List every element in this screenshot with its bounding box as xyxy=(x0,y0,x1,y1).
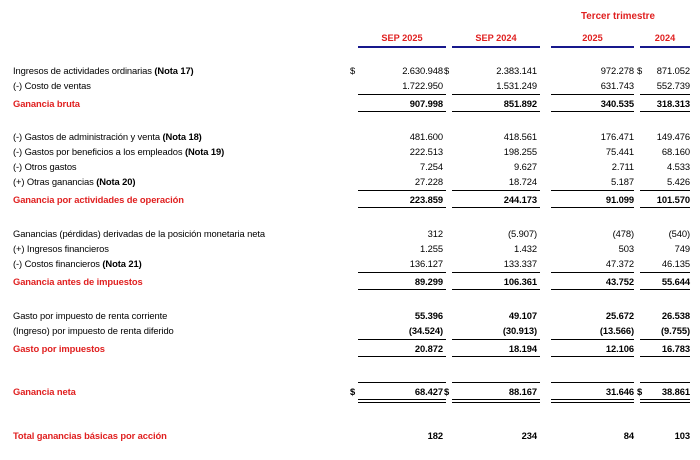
value-otras-ganancias-col3: 5.187 xyxy=(611,176,634,187)
value-ganancia-neta-col3: 31.646 xyxy=(605,386,634,397)
value-ingresos-actividades-ordinarias-col3: 972.278 xyxy=(600,65,634,76)
currency-symbol-col4: $ xyxy=(637,386,643,397)
row-label-text: Gasto por impuestos xyxy=(13,343,105,354)
statement-row xyxy=(0,129,700,145)
header-underline-q-2024 xyxy=(640,46,690,48)
row-label-text: Gasto por impuesto de renta corriente xyxy=(13,310,168,321)
currency-symbol-col4: $ xyxy=(637,65,643,76)
statement-row xyxy=(0,144,700,160)
row-label-text: Ganancias (pérdidas) derivadas de la posición monetaria neta xyxy=(13,228,265,239)
value-total-ganancias-basicas-por-accion-col4: 103 xyxy=(674,430,690,441)
statement-row xyxy=(0,63,700,79)
subtotal-rule-below-col2 xyxy=(452,111,540,112)
subtotal-rule-above-col3 xyxy=(551,272,634,273)
subtotal-rule-below-col2 xyxy=(452,207,540,208)
value-gastos-beneficios-empleados-col3: 75.441 xyxy=(605,146,634,157)
row-label-text: (+) Ingresos financieros xyxy=(13,243,109,254)
value-ingreso-impuesto-renta-diferido-col3: (13.566) xyxy=(599,325,634,336)
value-gastos-beneficios-empleados-col2: 198.255 xyxy=(503,146,537,157)
value-costos-financieros-col1: 136.127 xyxy=(409,258,443,269)
row-label-text: Ingresos de actividades ordinarias xyxy=(13,65,155,76)
statement-row xyxy=(0,428,700,444)
subtotal-rule-above-col3 xyxy=(551,339,634,340)
value-total-ganancias-basicas-por-accion-col2: 234 xyxy=(521,430,537,441)
value-costos-financieros-col3: 47.372 xyxy=(605,258,634,269)
header-underline-q-2025 xyxy=(551,46,634,48)
value-ingresos-financieros-col2: 1.432 xyxy=(514,243,537,254)
value-ganancia-actividades-operacion-col3: 91.099 xyxy=(605,194,634,205)
header-underline-sep-2025 xyxy=(358,46,446,48)
value-ganancia-neta-col4: 38.861 xyxy=(661,386,690,397)
value-ganancias-perdidas-posicion-monetaria-col4: (540) xyxy=(668,228,690,239)
value-ganancia-bruta-col3: 340.535 xyxy=(600,98,634,109)
subtotal-rule-above-col4 xyxy=(640,272,690,273)
statement-row xyxy=(0,241,700,257)
value-ganancia-neta-col1: 68.427 xyxy=(414,386,443,397)
grandtotal-double-rule-col3 xyxy=(551,402,634,403)
row-label-text: (+) Otras ganancias xyxy=(13,176,97,187)
column-group-header-tercer-trimestre: Tercer trimestre xyxy=(581,11,655,22)
subtotal-rule-below-col1 xyxy=(358,356,446,357)
statement-row xyxy=(0,96,700,112)
value-ganancia-neta-col2: 88.167 xyxy=(508,386,537,397)
subtotal-rule-below-col3 xyxy=(551,289,634,290)
subtotal-rule-above-col2 xyxy=(452,382,540,383)
statement-row xyxy=(0,174,700,190)
grandtotal-double-rule-col2 xyxy=(452,402,540,403)
subtotal-rule-below-col4 xyxy=(640,111,690,112)
subtotal-rule-above-col3 xyxy=(551,94,634,95)
value-otros-gastos-col1: 7.254 xyxy=(420,161,443,172)
value-ganancia-actividades-operacion-col4: 101.570 xyxy=(656,194,690,205)
currency-symbol-col1: $ xyxy=(350,386,356,397)
value-gastos-administracion-venta-col4: 149.476 xyxy=(656,131,690,142)
subtotal-rule-below-col3 xyxy=(551,356,634,357)
subtotal-rule-below-col4 xyxy=(640,356,690,357)
row-label-text: (-) Otros gastos xyxy=(13,161,77,172)
subtotal-rule-above-col1 xyxy=(358,339,446,340)
value-gastos-administracion-venta-col2: 418.561 xyxy=(503,131,537,142)
subtotal-rule-below-col3 xyxy=(551,111,634,112)
row-label-ganancia-bruta xyxy=(13,96,80,112)
row-label-text: Ganancia neta xyxy=(13,386,76,397)
value-ingresos-actividades-ordinarias-col1: 2.630.948 xyxy=(402,65,443,76)
subtotal-rule-below-col4 xyxy=(640,207,690,208)
value-gasto-impuesto-renta-corriente-col1: 55.396 xyxy=(414,310,443,321)
statement-row xyxy=(0,323,700,339)
value-costos-financieros-col2: 133.337 xyxy=(503,258,537,269)
currency-symbol-col2: $ xyxy=(444,386,450,397)
subtotal-rule-above-col2 xyxy=(452,190,540,191)
value-ganancia-actividades-operacion-col1: 223.859 xyxy=(409,194,443,205)
row-label-otras-ganancias xyxy=(13,174,135,190)
column-header-sep-2025: SEP 2025 xyxy=(381,33,423,43)
value-costo-de-ventas-col4: 552.739 xyxy=(656,80,690,91)
value-gasto-impuesto-renta-corriente-col4: 26.538 xyxy=(661,310,690,321)
grandtotal-double-rule-col4 xyxy=(640,402,690,403)
row-label-costo-de-ventas xyxy=(13,78,91,94)
value-total-ganancias-basicas-por-accion-col3: 84 xyxy=(623,430,634,441)
value-costo-de-ventas-col1: 1.722.950 xyxy=(402,80,443,91)
statement-row xyxy=(0,159,700,175)
value-gastos-administracion-venta-col1: 481.600 xyxy=(409,131,443,142)
statement-row xyxy=(0,384,700,400)
subtotal-rule-above-col2 xyxy=(452,272,540,273)
subtotal-rule-below-col3 xyxy=(551,399,634,400)
value-otros-gastos-col2: 9.627 xyxy=(514,161,537,172)
value-gasto-por-impuestos-col4: 16.783 xyxy=(661,343,690,354)
value-otras-ganancias-col2: 18.724 xyxy=(508,176,537,187)
row-label-gastos-administracion-venta xyxy=(13,129,202,145)
statement-row xyxy=(0,78,700,94)
value-ganancia-antes-impuestos-col2: 106.361 xyxy=(503,276,537,287)
row-label-total-ganancias-basicas-por-accion xyxy=(13,428,167,444)
row-label-ingreso-impuesto-renta-diferido xyxy=(13,323,174,339)
value-gastos-beneficios-empleados-col1: 222.513 xyxy=(409,146,443,157)
subtotal-rule-below-col4 xyxy=(640,399,690,400)
currency-symbol-col1: $ xyxy=(350,65,356,76)
subtotal-rule-above-col4 xyxy=(640,190,690,191)
value-ganancias-perdidas-posicion-monetaria-col2: (5.907) xyxy=(507,228,537,239)
value-ganancias-perdidas-posicion-monetaria-col3: (478) xyxy=(612,228,634,239)
value-gasto-impuesto-renta-corriente-col2: 49.107 xyxy=(508,310,537,321)
grandtotal-double-rule-col1 xyxy=(358,402,446,403)
row-label-gasto-por-impuestos xyxy=(13,341,105,357)
row-label-ganancia-antes-impuestos xyxy=(13,274,143,290)
statement-row xyxy=(0,308,700,324)
row-label-text: (-) Gastos por beneficios a los empleados xyxy=(13,146,185,157)
row-note-reference: (Nota 17) xyxy=(154,65,194,76)
value-gasto-por-impuestos-col2: 18.194 xyxy=(508,343,537,354)
row-label-text: (-) Gastos de administración y venta xyxy=(13,131,163,142)
value-otros-gastos-col4: 4.533 xyxy=(667,161,690,172)
row-label-ganancia-actividades-operacion xyxy=(13,192,184,208)
value-ganancias-perdidas-posicion-monetaria-col1: 312 xyxy=(427,228,443,239)
statement-row xyxy=(0,192,700,208)
row-label-ganancias-perdidas-posicion-monetaria xyxy=(13,226,265,242)
subtotal-rule-above-col2 xyxy=(452,94,540,95)
row-label-text: Ganancia antes de impuestos xyxy=(13,276,143,287)
value-ganancia-antes-impuestos-col1: 89.299 xyxy=(414,276,443,287)
value-ingreso-impuesto-renta-diferido-col4: (9.755) xyxy=(660,325,690,336)
value-ganancia-antes-impuestos-col3: 43.752 xyxy=(605,276,634,287)
value-total-ganancias-basicas-por-accion-col1: 182 xyxy=(427,430,443,441)
value-otros-gastos-col3: 2.711 xyxy=(611,161,634,172)
subtotal-rule-above-col1 xyxy=(358,272,446,273)
subtotal-rule-above-col4 xyxy=(640,382,690,383)
column-header-q-2024: 2024 xyxy=(654,33,676,43)
subtotal-rule-above-col1 xyxy=(358,382,446,383)
statement-row xyxy=(0,274,700,290)
value-ganancia-actividades-operacion-col2: 244.173 xyxy=(503,194,537,205)
subtotal-rule-above-col4 xyxy=(640,339,690,340)
value-ingresos-financieros-col4: 749 xyxy=(674,243,690,254)
value-ingresos-financieros-col1: 1.255 xyxy=(420,243,443,254)
subtotal-rule-below-col1 xyxy=(358,111,446,112)
currency-symbol-col2: $ xyxy=(444,65,450,76)
value-costos-financieros-col4: 46.135 xyxy=(661,258,690,269)
row-label-costos-financieros xyxy=(13,256,142,272)
row-label-text: (-) Costos financieros xyxy=(13,258,103,269)
value-ganancia-bruta-col1: 907.998 xyxy=(409,98,443,109)
subtotal-rule-above-col1 xyxy=(358,94,446,95)
subtotal-rule-above-col1 xyxy=(358,190,446,191)
subtotal-rule-below-col1 xyxy=(358,207,446,208)
subtotal-rule-below-col2 xyxy=(452,289,540,290)
row-label-gasto-impuesto-renta-corriente xyxy=(13,308,167,324)
row-label-text: (-) Costo de ventas xyxy=(13,80,91,91)
value-gasto-impuesto-renta-corriente-col3: 25.672 xyxy=(605,310,634,321)
row-note-reference: (Nota 20) xyxy=(96,176,136,187)
value-ingreso-impuesto-renta-diferido-col2: (30.913) xyxy=(502,325,537,336)
column-header-q-2025: 2025 xyxy=(582,33,603,43)
value-ingreso-impuesto-renta-diferido-col1: (34.524) xyxy=(408,325,443,336)
subtotal-rule-above-col3 xyxy=(551,190,634,191)
value-ganancia-bruta-col2: 851.892 xyxy=(503,98,537,109)
row-label-ganancia-neta xyxy=(13,384,76,400)
value-ingresos-actividades-ordinarias-col2: 2.383.141 xyxy=(496,65,537,76)
statement-row xyxy=(0,341,700,357)
row-label-otros-gastos xyxy=(13,159,77,175)
subtotal-rule-above-col2 xyxy=(452,339,540,340)
subtotal-rule-below-col1 xyxy=(358,399,446,400)
row-note-reference: (Nota 19) xyxy=(184,146,225,157)
row-label-ingresos-financieros xyxy=(13,241,109,257)
row-note-reference: (Nota 21) xyxy=(102,258,142,269)
subtotal-rule-below-col4 xyxy=(640,289,690,290)
row-label-text: Total ganancias básicas por acción xyxy=(13,430,167,441)
header-underline-sep-2024 xyxy=(452,46,540,48)
value-gastos-administracion-venta-col3: 176.471 xyxy=(600,131,634,142)
subtotal-rule-above-col3 xyxy=(551,382,634,383)
value-ingresos-actividades-ordinarias-col4: 871.052 xyxy=(656,65,690,76)
row-label-gastos-beneficios-empleados xyxy=(13,144,224,160)
row-label-text: Ganancia por actividades de operación xyxy=(13,194,184,205)
value-otras-ganancias-col4: 5.426 xyxy=(667,176,690,187)
value-costo-de-ventas-col3: 631.743 xyxy=(600,80,634,91)
value-ganancia-bruta-col4: 318.313 xyxy=(656,98,690,109)
value-gasto-por-impuestos-col3: 12.106 xyxy=(605,343,634,354)
subtotal-rule-below-col2 xyxy=(452,399,540,400)
subtotal-rule-below-col2 xyxy=(452,356,540,357)
value-gastos-beneficios-empleados-col4: 68.160 xyxy=(661,146,690,157)
statement-row xyxy=(0,256,700,272)
value-gasto-por-impuestos-col1: 20.872 xyxy=(414,343,443,354)
row-note-reference: (Nota 18) xyxy=(162,131,202,142)
subtotal-rule-below-col3 xyxy=(551,207,634,208)
value-ingresos-financieros-col3: 503 xyxy=(618,243,634,254)
column-header-sep-2024: SEP 2024 xyxy=(475,33,517,43)
statement-row xyxy=(0,226,700,242)
row-label-text: Ganancia bruta xyxy=(13,98,80,109)
row-label-text: (Ingreso) por impuesto de renta diferido xyxy=(13,325,174,336)
value-otras-ganancias-col1: 27.228 xyxy=(414,176,443,187)
row-label-ingresos-actividades-ordinarias xyxy=(13,63,194,79)
subtotal-rule-below-col1 xyxy=(358,289,446,290)
subtotal-rule-above-col4 xyxy=(640,94,690,95)
value-ganancia-antes-impuestos-col4: 55.644 xyxy=(661,276,690,287)
value-costo-de-ventas-col2: 1.531.249 xyxy=(496,80,537,91)
